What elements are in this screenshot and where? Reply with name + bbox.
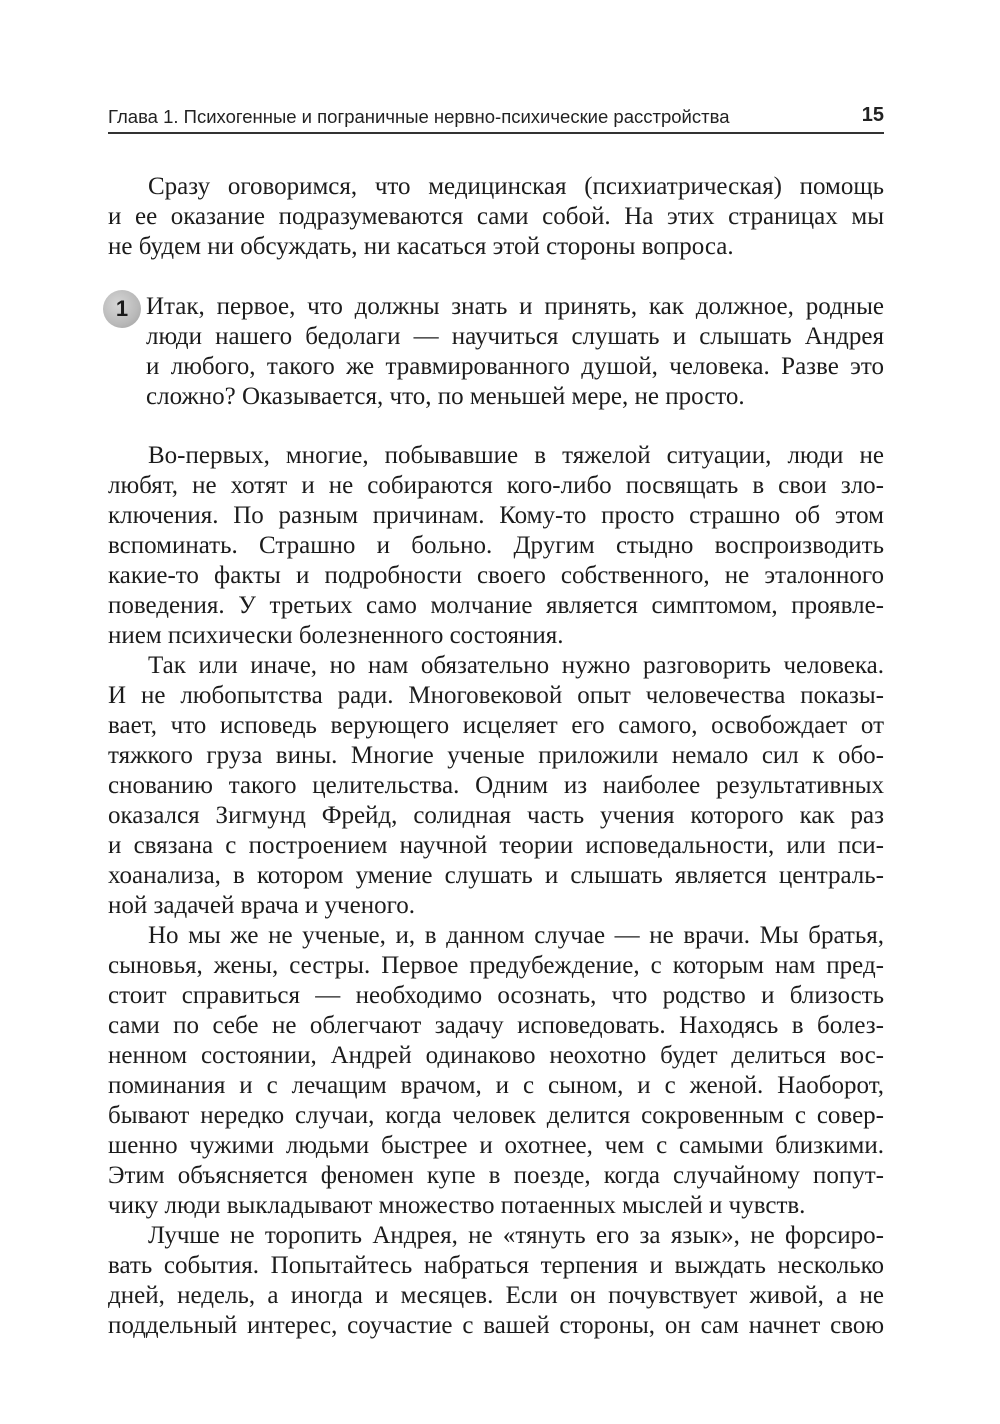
chapter-title: Глава 1. Психогенные и пограничные нервно-психические расстройства: [108, 106, 730, 127]
text-line: люди нашего бедолаги — научиться слушать и слышать Андрея: [146, 323, 884, 350]
text-line: оказался Зигмунд Фрейд, солидная часть учения которого как раз: [108, 802, 884, 829]
text-line: и ее оказание подразумеваются сами собой. На этих страницах мы: [108, 203, 884, 230]
text-line: чику люди выкладывают множество потаенных мыслей и чувств.: [108, 1192, 806, 1219]
text-line: ненном состоянии, Андрей одинаково неохотно будет делиться вос-: [108, 1042, 884, 1069]
text-line: любят, не хотят и не собираются кого-либо посвящать в свои зло-: [108, 472, 884, 499]
text-line: не будем ни обсуждать, ни касаться этой стороны вопроса.: [108, 233, 734, 260]
text-line: Сразу оговоримся, что медицинская (психиатрическая) помощь: [148, 173, 884, 200]
text-line: снованию такого целительства. Одним из наиболее результативных: [108, 772, 884, 799]
text-line: вать события. Попытайтесь набраться терпения и выждать несколько: [108, 1252, 884, 1279]
text-line: дней, недель, а иногда и месяцев. Если он почувствует живой, а не: [108, 1282, 884, 1309]
text-line: вспоминать. Страшно и больно. Другим стыдно воспроизводить: [108, 532, 884, 559]
text-line: Так или иначе, но нам обязательно нужно разговорить человека.: [148, 652, 884, 679]
text-line: сложно? Оказывается, что, по меньшей мере, не просто.: [146, 383, 745, 410]
text-line: Во-первых, многие, побывавшие в тяжелой ситуации, люди не: [148, 442, 884, 469]
text-line: и любого, такого же травмированного душой, человека. Разве это: [146, 353, 884, 380]
text-line: и связана с построением научной теории исповедальности, или пси-: [108, 832, 884, 859]
text-line: ной задачей врача и ученого.: [108, 892, 415, 919]
text-line: сыновья, жены, сестры. Первое предубеждение, с которым нам пред-: [108, 952, 884, 979]
text-line: нием психически болезненного состояния.: [108, 622, 564, 649]
text-line: хоанализа, в котором умение слушать и слышать является централь-: [108, 862, 884, 889]
text-line: шенно чужими людьми быстрее и охотнее, чем с самыми близкими.: [108, 1132, 884, 1159]
text-line: Но мы же не ученые, и, в данном случае — не врачи. Мы братья,: [148, 922, 884, 949]
text-line: поведения. У третьих само молчание является симптомом, проявле-: [108, 592, 884, 619]
point-number-badge: 1: [103, 290, 141, 328]
text-line: поддельный интерес, соучастие с вашей стороны, он сам начнет свою: [108, 1312, 884, 1339]
text-line: поминания и с лечащим врачом, и с сыном, и с женой. Наоборот,: [108, 1072, 884, 1099]
text-line: какие-то факты и подробности своего собственного, не эталонного: [108, 562, 884, 589]
text-line: вает, что исповедь верующего исцеляет его самого, освобождает от: [108, 712, 884, 739]
running-header: [108, 104, 884, 134]
text-line: И не любопытства ради. Многовековой опыт человечества показы-: [108, 682, 884, 709]
text-line: сами по себе не облегчают задачу исповедовать. Находясь в болез-: [108, 1012, 884, 1039]
text-line: Этим объясняется феномен купе в поезде, когда случайному попут-: [108, 1162, 884, 1189]
text-line: Итак, первое, что должны знать и принять, как должное, родные: [146, 293, 884, 320]
page-number: 15: [861, 104, 884, 126]
header-divider: [108, 132, 884, 134]
text-line: Лучше не торопить Андрея, не «тянуть его за язык», не форсиро-: [148, 1222, 884, 1249]
text-line: бывают нередко случаи, когда человек делится сокровенным с совер-: [108, 1102, 884, 1129]
text-line: ключения. По разным причинам. Кому-то просто страшно об этом: [108, 502, 884, 529]
text-line: тяжкого груза вины. Многие ученые приложили немало сил к обо-: [108, 742, 884, 769]
text-line: стоит справиться — необходимо осознать, что родство и близость: [108, 982, 884, 1009]
